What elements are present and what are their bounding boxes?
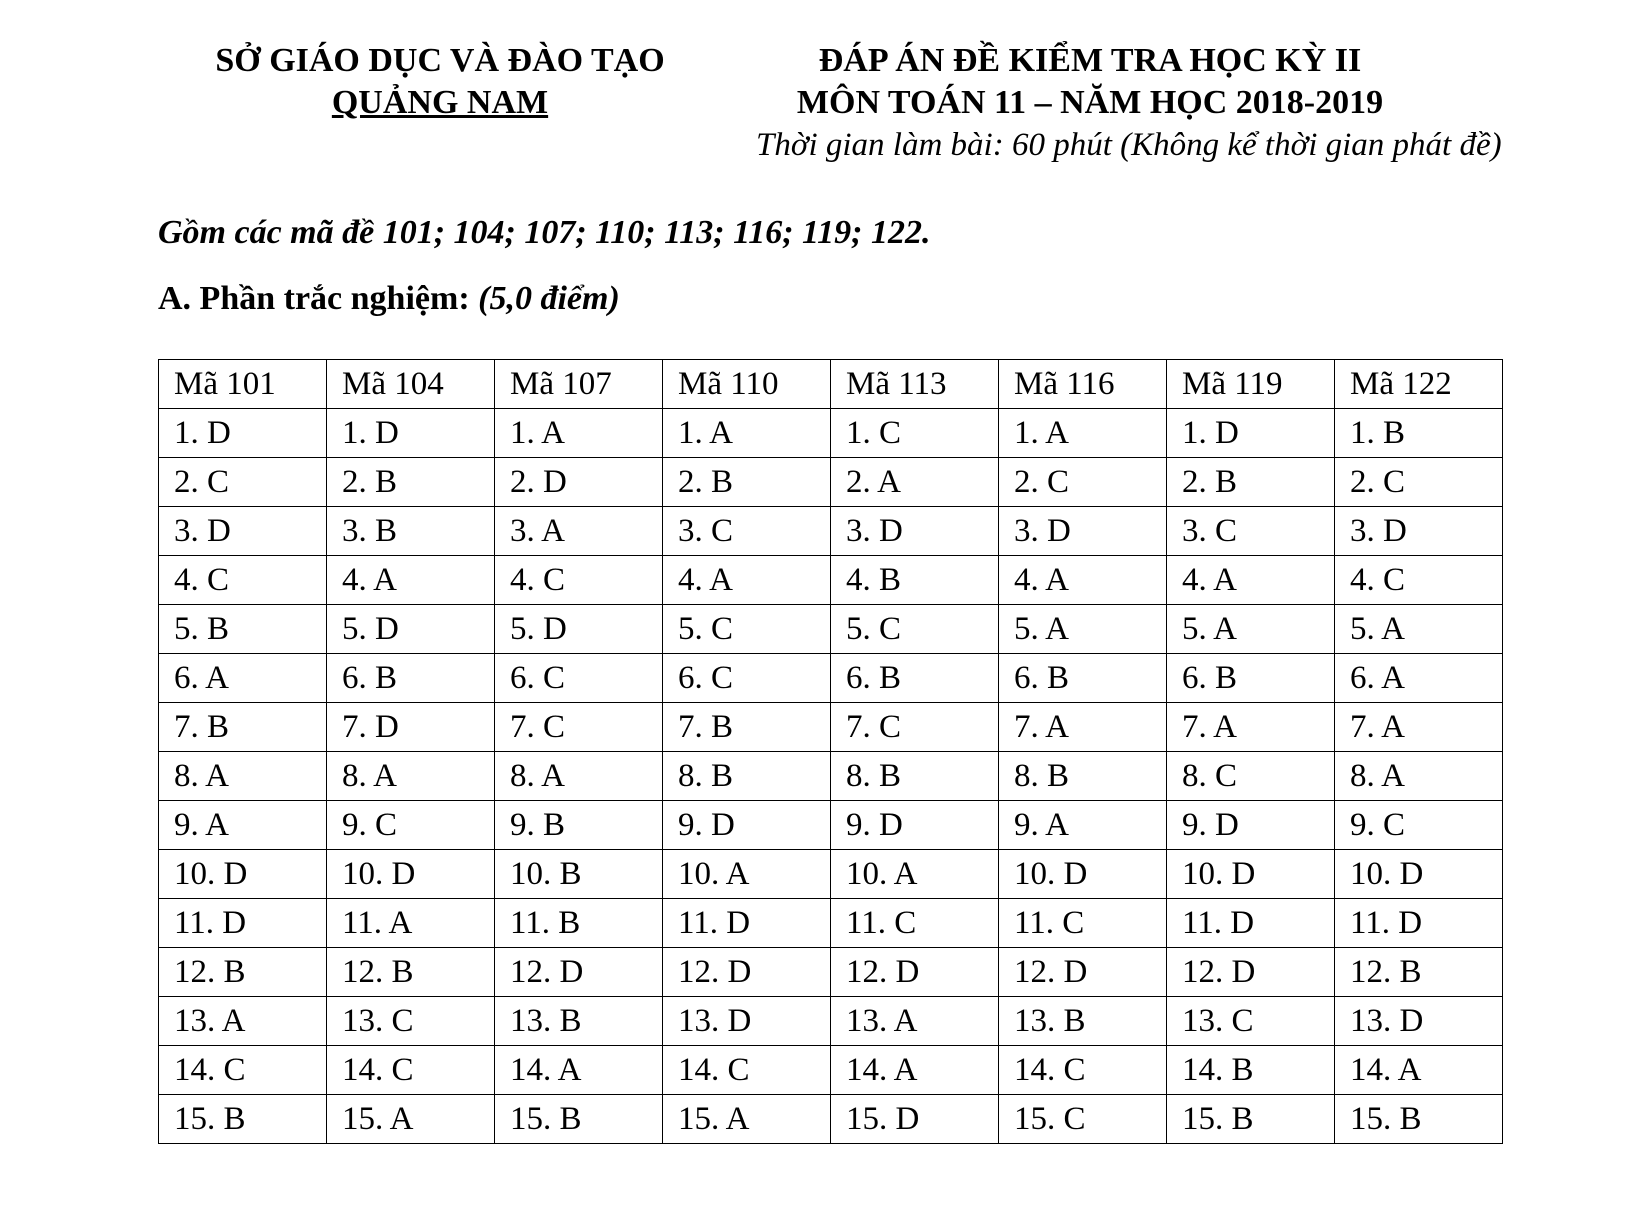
answer-cell: 8. B bbox=[663, 752, 831, 801]
answer-cell: 4. A bbox=[1167, 556, 1335, 605]
exam-subject: MÔN TOÁN 11 – NĂM HỌC 2018-2019 bbox=[796, 84, 1384, 121]
section-points: (5,0 điểm) bbox=[478, 280, 620, 317]
answer-cell: 9. A bbox=[159, 801, 327, 850]
answer-cell: 15. B bbox=[1335, 1095, 1503, 1144]
answer-cell: 9. D bbox=[663, 801, 831, 850]
answer-cell: 10. D bbox=[1167, 850, 1335, 899]
answer-cell: 11. C bbox=[831, 899, 999, 948]
table-row bbox=[159, 458, 1503, 507]
answer-cell: 14. C bbox=[327, 1046, 495, 1095]
answer-cell: 10. D bbox=[159, 850, 327, 899]
answer-cell: 9. A bbox=[999, 801, 1167, 850]
answer-cell: 15. B bbox=[159, 1095, 327, 1144]
answer-cell: 13. D bbox=[1335, 997, 1503, 1046]
answer-cell: 3. C bbox=[663, 507, 831, 556]
answer-cell: 12. B bbox=[1335, 948, 1503, 997]
answer-cell: 6. B bbox=[831, 654, 999, 703]
answer-cell: 12. D bbox=[999, 948, 1167, 997]
answer-cell: 15. C bbox=[999, 1095, 1167, 1144]
answer-cell: 11. D bbox=[1335, 899, 1503, 948]
table-row bbox=[159, 1095, 1503, 1144]
answer-cell: 2. A bbox=[831, 458, 999, 507]
table-row bbox=[159, 507, 1503, 556]
answer-cell: 8. C bbox=[1167, 752, 1335, 801]
answer-cell: 1. D bbox=[1167, 409, 1335, 458]
answer-cell: 11. D bbox=[663, 899, 831, 948]
answer-cell: 8. B bbox=[831, 752, 999, 801]
answer-cell: 13. C bbox=[327, 997, 495, 1046]
answer-cell: 1. C bbox=[831, 409, 999, 458]
answer-cell: 3. C bbox=[1167, 507, 1335, 556]
table-row bbox=[159, 556, 1503, 605]
answer-cell: 5. C bbox=[663, 605, 831, 654]
answer-cell: 6. C bbox=[663, 654, 831, 703]
answer-cell: 1. A bbox=[999, 409, 1167, 458]
answer-cell: 8. B bbox=[999, 752, 1167, 801]
answer-cell: 7. A bbox=[1167, 703, 1335, 752]
exam-title: ĐÁP ÁN ĐỀ KIỂM TRA HỌC KỲ II bbox=[818, 42, 1362, 79]
answer-cell: 4. C bbox=[495, 556, 663, 605]
answer-cell: 8. A bbox=[159, 752, 327, 801]
answer-cell: 12. D bbox=[495, 948, 663, 997]
answer-cell: 4. C bbox=[159, 556, 327, 605]
answer-cell: 12. D bbox=[831, 948, 999, 997]
answer-cell: 2. B bbox=[1167, 458, 1335, 507]
answer-cell: 13. D bbox=[663, 997, 831, 1046]
answer-cell: 14. C bbox=[999, 1046, 1167, 1095]
column-header: Mã 107 bbox=[495, 360, 663, 409]
answer-cell: 11. D bbox=[159, 899, 327, 948]
answer-cell: 9. B bbox=[495, 801, 663, 850]
answer-cell: 12. D bbox=[663, 948, 831, 997]
answer-cell: 8. A bbox=[327, 752, 495, 801]
answer-cell: 1. A bbox=[663, 409, 831, 458]
answer-cell: 14. A bbox=[831, 1046, 999, 1095]
column-header: Mã 101 bbox=[159, 360, 327, 409]
answer-cell: 5. A bbox=[1167, 605, 1335, 654]
answer-cell: 12. B bbox=[327, 948, 495, 997]
answer-cell: 4. A bbox=[663, 556, 831, 605]
answer-cell: 4. C bbox=[1335, 556, 1503, 605]
answer-cell: 14. A bbox=[495, 1046, 663, 1095]
answer-cell: 2. C bbox=[999, 458, 1167, 507]
column-header: Mã 104 bbox=[327, 360, 495, 409]
answer-cell: 7. C bbox=[831, 703, 999, 752]
answer-cell: 8. A bbox=[1335, 752, 1503, 801]
table-row bbox=[159, 409, 1503, 458]
answer-cell: 4. B bbox=[831, 556, 999, 605]
answer-cell: 14. C bbox=[663, 1046, 831, 1095]
answer-cell: 10. D bbox=[1335, 850, 1503, 899]
answer-cell: 5. B bbox=[159, 605, 327, 654]
answer-cell: 11. C bbox=[999, 899, 1167, 948]
answer-cell: 13. B bbox=[999, 997, 1167, 1046]
answer-cell: 7. D bbox=[327, 703, 495, 752]
column-header: Mã 122 bbox=[1335, 360, 1503, 409]
answer-cell: 5. A bbox=[1335, 605, 1503, 654]
table-row bbox=[159, 605, 1503, 654]
answer-cell: 7. B bbox=[159, 703, 327, 752]
answer-cell: 8. A bbox=[495, 752, 663, 801]
answer-cell: 13. A bbox=[831, 997, 999, 1046]
section-heading bbox=[158, 280, 620, 318]
answer-cell: 15. A bbox=[663, 1095, 831, 1144]
table-row bbox=[159, 801, 1503, 850]
answer-cell: 7. A bbox=[1335, 703, 1503, 752]
table-row bbox=[159, 997, 1503, 1046]
answer-cell: 2. B bbox=[663, 458, 831, 507]
table-row bbox=[159, 752, 1503, 801]
table-body bbox=[159, 409, 1503, 1144]
answer-cell: 2. B bbox=[327, 458, 495, 507]
answer-cell: 3. D bbox=[831, 507, 999, 556]
answer-cell: 14. C bbox=[159, 1046, 327, 1095]
answer-cell: 2. C bbox=[1335, 458, 1503, 507]
table-row bbox=[159, 1046, 1503, 1095]
column-header: Mã 119 bbox=[1167, 360, 1335, 409]
answer-cell: 14. B bbox=[1167, 1046, 1335, 1095]
answer-cell: 1. D bbox=[159, 409, 327, 458]
answer-cell: 3. D bbox=[999, 507, 1167, 556]
answer-cell: 9. D bbox=[831, 801, 999, 850]
answer-cell: 12. D bbox=[1167, 948, 1335, 997]
answer-cell: 15. A bbox=[327, 1095, 495, 1144]
answer-cell: 7. C bbox=[495, 703, 663, 752]
column-header: Mã 110 bbox=[663, 360, 831, 409]
answer-cell: 11. A bbox=[327, 899, 495, 948]
answer-cell: 13. C bbox=[1167, 997, 1335, 1046]
column-header: Mã 116 bbox=[999, 360, 1167, 409]
answer-cell: 15. B bbox=[495, 1095, 663, 1144]
answer-cell: 5. D bbox=[327, 605, 495, 654]
answer-cell: 5. C bbox=[831, 605, 999, 654]
column-header: Mã 113 bbox=[831, 360, 999, 409]
department-header bbox=[180, 40, 700, 124]
answer-cell: 1. A bbox=[495, 409, 663, 458]
answer-cell: 5. D bbox=[495, 605, 663, 654]
answer-cell: 15. B bbox=[1167, 1095, 1335, 1144]
table-header-row bbox=[159, 360, 1503, 409]
answer-cell: 6. C bbox=[495, 654, 663, 703]
answer-cell: 1. D bbox=[327, 409, 495, 458]
table-row bbox=[159, 654, 1503, 703]
answer-key-table bbox=[158, 359, 1503, 1144]
answer-cell: 10. B bbox=[495, 850, 663, 899]
answer-cell: 9. C bbox=[327, 801, 495, 850]
answer-cell: 10. D bbox=[327, 850, 495, 899]
answer-cell: 6. B bbox=[327, 654, 495, 703]
section-title: A. Phần trắc nghiệm: bbox=[158, 280, 479, 317]
answer-cell: 3. D bbox=[1335, 507, 1503, 556]
exam-time: Thời gian làm bài: 60 phút (Không kể thời gian phát đề) bbox=[756, 127, 1502, 163]
table-row bbox=[159, 948, 1503, 997]
table-row bbox=[159, 850, 1503, 899]
answer-cell: 4. A bbox=[999, 556, 1167, 605]
exam-codes-line: Gồm các mã đề 101; 104; 107; 110; 113; 116; 119; 122. bbox=[158, 214, 931, 251]
answer-cell: 11. D bbox=[1167, 899, 1335, 948]
answer-cell: 3. B bbox=[327, 507, 495, 556]
answer-cell: 3. D bbox=[159, 507, 327, 556]
answer-cell: 10. A bbox=[663, 850, 831, 899]
answer-cell: 11. B bbox=[495, 899, 663, 948]
answer-cell: 4. A bbox=[327, 556, 495, 605]
answer-cell: 6. A bbox=[159, 654, 327, 703]
answer-cell: 7. A bbox=[999, 703, 1167, 752]
answer-cell: 6. B bbox=[999, 654, 1167, 703]
exam-title-block bbox=[740, 40, 1502, 166]
answer-cell: 9. C bbox=[1335, 801, 1503, 850]
table-row bbox=[159, 899, 1503, 948]
answer-cell: 1. B bbox=[1335, 409, 1503, 458]
department-name: SỞ GIÁO DỤC VÀ ĐÀO TẠO bbox=[215, 42, 665, 79]
answer-cell: 14. A bbox=[1335, 1046, 1503, 1095]
answer-cell: 9. D bbox=[1167, 801, 1335, 850]
answer-cell: 10. D bbox=[999, 850, 1167, 899]
answer-cell: 2. C bbox=[159, 458, 327, 507]
answer-cell: 15. D bbox=[831, 1095, 999, 1144]
answer-cell: 7. B bbox=[663, 703, 831, 752]
answer-cell: 6. B bbox=[1167, 654, 1335, 703]
answer-cell: 3. A bbox=[495, 507, 663, 556]
province-name: QUẢNG NAM bbox=[331, 84, 549, 121]
table-row bbox=[159, 703, 1503, 752]
answer-cell: 12. B bbox=[159, 948, 327, 997]
answer-cell: 6. A bbox=[1335, 654, 1503, 703]
answer-cell: 13. B bbox=[495, 997, 663, 1046]
answer-cell: 13. A bbox=[159, 997, 327, 1046]
answer-cell: 10. A bbox=[831, 850, 999, 899]
answer-cell: 5. A bbox=[999, 605, 1167, 654]
answer-cell: 2. D bbox=[495, 458, 663, 507]
